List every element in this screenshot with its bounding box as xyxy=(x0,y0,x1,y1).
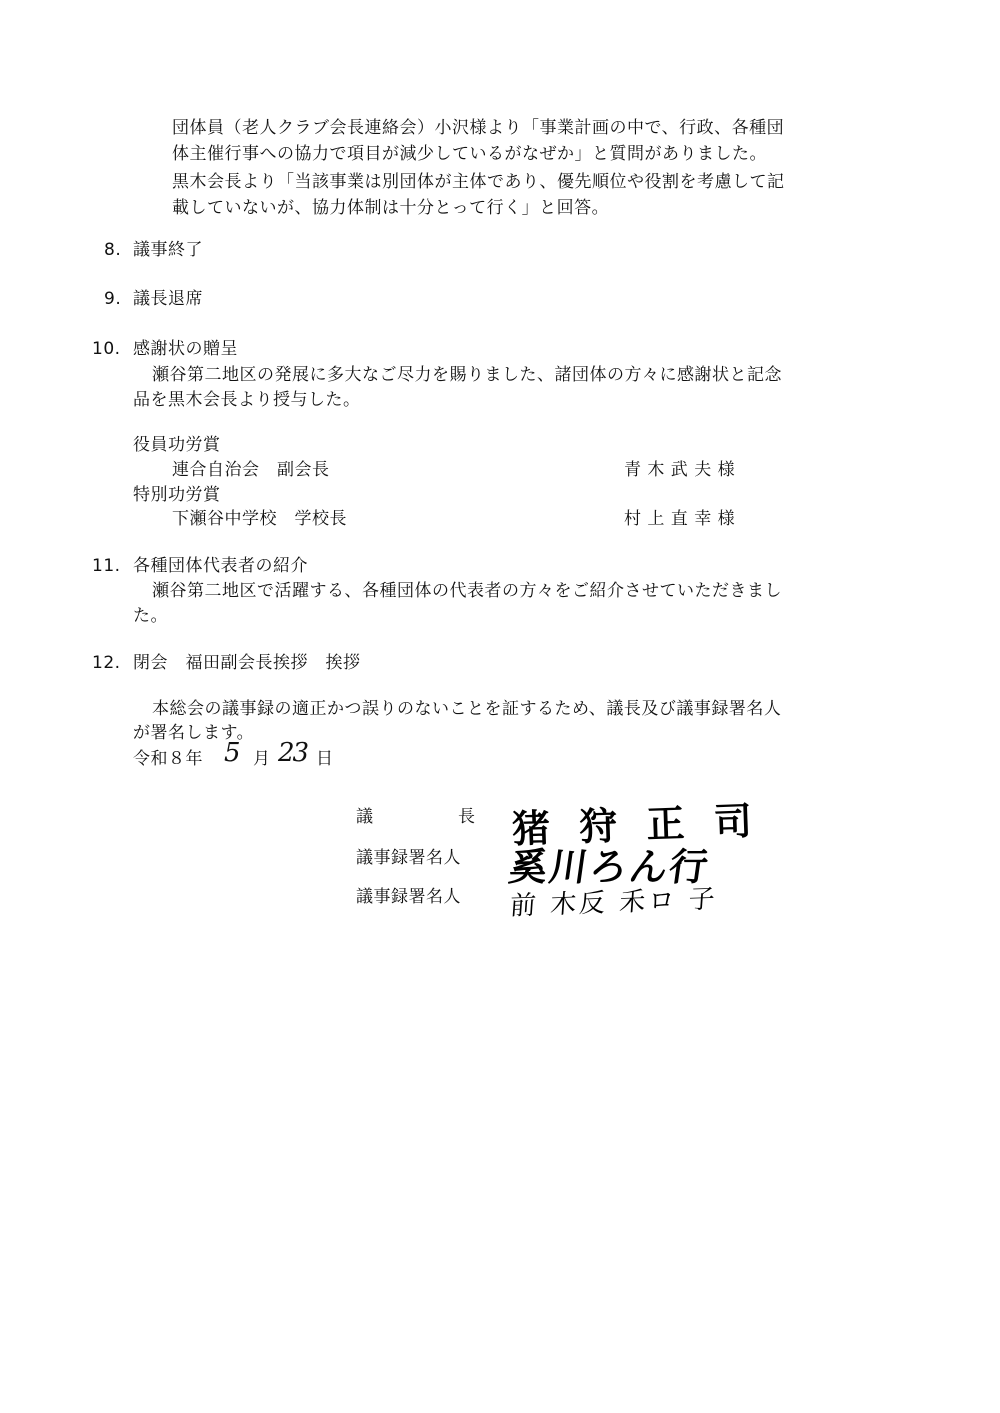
closing-text-1: 本総会の議事録の適正かつ誤りのないことを証するため、議長及び議事録署名人 xyxy=(152,699,782,719)
date-day-label: 日 xyxy=(316,749,334,769)
item-11-number: 11. xyxy=(92,556,121,576)
award-2-org: 下瀬谷中学校 学校長 xyxy=(172,509,347,529)
item-10-label: 感謝状の贈呈 xyxy=(133,339,238,359)
date-day-handwritten: 23 xyxy=(278,738,308,768)
intro-line-2: 体主催行事への協力で項目が減少しているがなぜか」と質問がありました。 xyxy=(172,144,767,164)
intro-line-3: 黒木会長より「当該事業は別団体が主体であり、優先順位や役割を考慮して記 xyxy=(172,172,785,192)
item-11-text-2: た。 xyxy=(133,606,168,626)
item-9-number: 9. xyxy=(104,289,122,309)
item-10-text-2: 品を黒木会長より授与した。 xyxy=(133,390,361,410)
chair-signature: 猪 狩 正 司 xyxy=(511,797,761,852)
award-2-name: 村 上 直 幸 様 xyxy=(624,509,736,529)
item-10-number: 10. xyxy=(92,339,121,359)
item-8-number: 8. xyxy=(104,240,122,260)
award-1-name: 青 木 武 夫 様 xyxy=(624,460,736,480)
date-prefix: 令和８年 xyxy=(133,749,203,769)
signer-1-label: 議事録署名人 xyxy=(356,848,461,868)
closing-text-2: が署名します。 xyxy=(133,723,255,743)
date-month-handwritten: 5 xyxy=(224,738,242,768)
item-9-label: 議長退席 xyxy=(133,289,203,309)
chair-label-2: 長 xyxy=(458,807,476,827)
chair-label-1: 議 xyxy=(356,807,374,827)
item-8-label: 議事終了 xyxy=(133,240,203,260)
item-12-label: 閉会 福田副会長挨拶 挨拶 xyxy=(133,653,361,673)
intro-line-1: 団体員（老人クラブ会長連絡会）小沢様より「事業計画の中で、行政、各種団 xyxy=(172,118,785,138)
item-12-number: 12. xyxy=(92,653,121,673)
intro-line-4: 載していないが、協力体制は十分とって行く」と回答。 xyxy=(172,198,610,218)
date-month-label: 月 xyxy=(253,749,271,769)
signer-1-signature: 奚川ろん行 xyxy=(506,844,713,889)
award-1-org: 連合自治会 副会長 xyxy=(172,460,330,480)
item-11-text-1: 瀬谷第二地区で活躍する、各種団体の代表者の方々をご紹介させていただきまし xyxy=(152,581,782,601)
item-10-text-1: 瀬谷第二地区の発展に多大なご尽力を賜りました、諸団体の方々に感謝状と記念 xyxy=(152,365,782,385)
award-2-title: 特別功労賞 xyxy=(133,485,221,505)
signer-2-signature: 前 木反 禾ロ 子 xyxy=(508,884,719,922)
award-1-title: 役員功労賞 xyxy=(133,435,221,455)
signer-2-label: 議事録署名人 xyxy=(356,887,461,907)
item-11-label: 各種団体代表者の紹介 xyxy=(133,556,308,576)
